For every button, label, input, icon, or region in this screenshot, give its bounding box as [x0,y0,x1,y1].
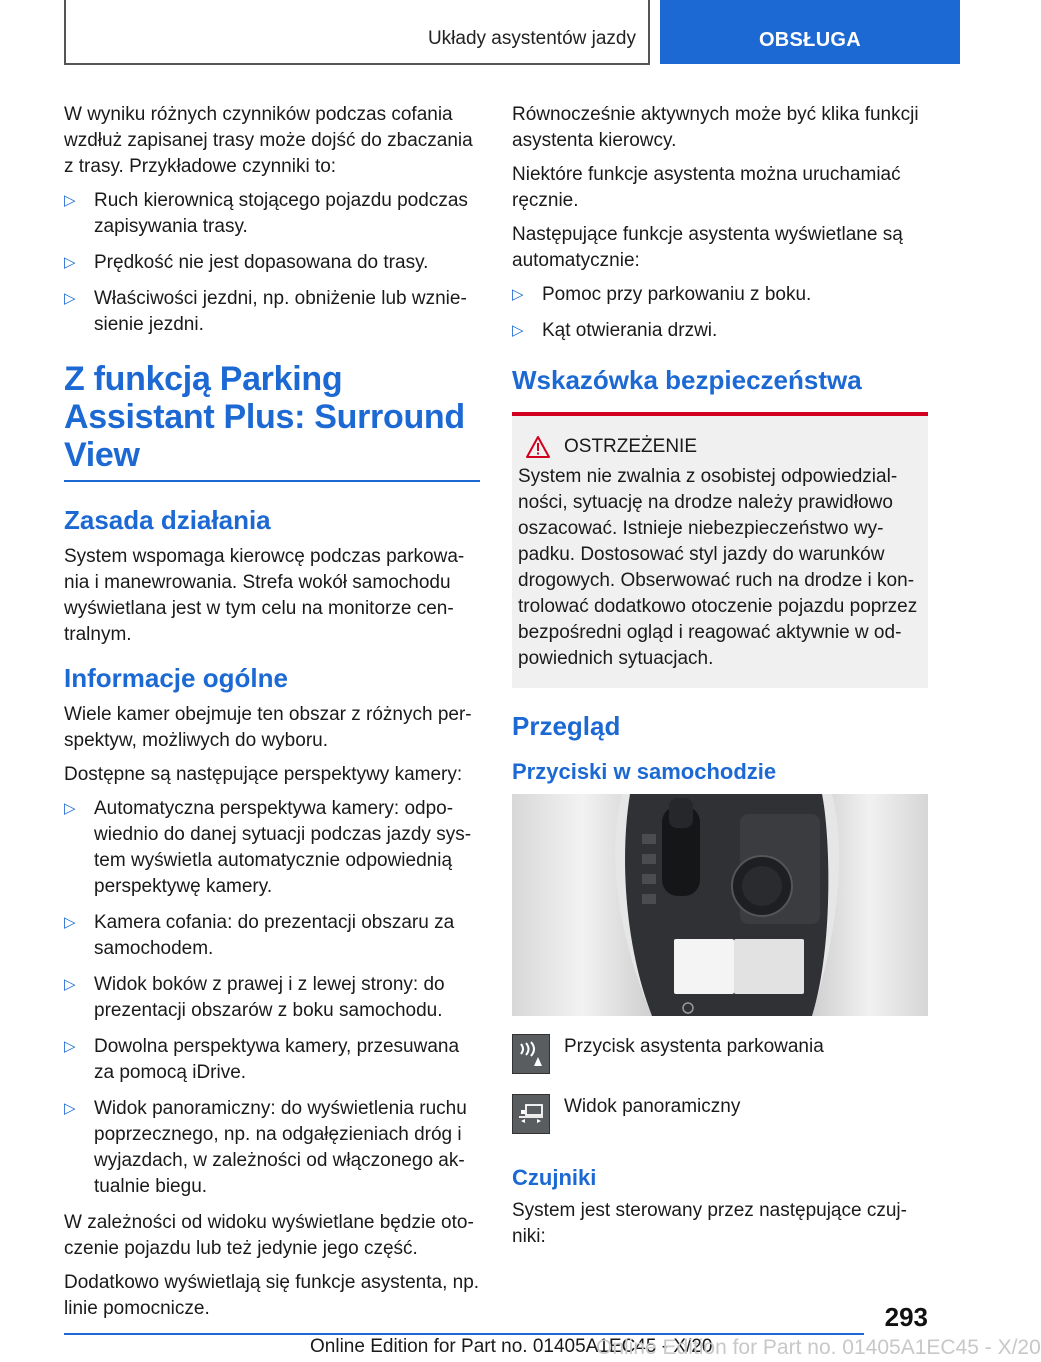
triangle-bullet-icon: ▷ [64,1100,76,1117]
info-paragraph: Wiele kamer obejmuje ten obszar z różnych perspektyw, możliwych do wyboru. [64,704,472,751]
center-console-illustration [512,794,928,1016]
header-bottom-rule [64,63,650,65]
subheading-przeglad: Przegląd [512,711,621,741]
active-functions-paragraph: Równocześnie aktywnych może być klika funkcji asystenta kierowcy. [512,104,919,151]
footer-edition: Online Edition for Part no. 01405A1EC45 - X/20 [310,1336,713,1357]
list-item: ▷ Kąt otwierania drzwi. [512,318,928,344]
section-heading: Z funkcją Parking Assistant Plus: Surround View [64,360,480,482]
list-item: ▷ Widok boków z prawej i z lewej strony: do prezentacji obszarów z boku samochodu. [64,974,445,1021]
parking-assistant-button-row [512,1034,928,1074]
panorama-view-icon [512,1094,550,1134]
list-item: ▷ Kamera cofania: do prezentacji obszaru za samochodem. [64,912,455,959]
footer-rule [64,1333,864,1335]
parking-assistant-icon [512,1034,550,1074]
sensors-paragraph: System jest sterowany przez następujące czujniki: [512,1200,907,1247]
panorama-view-button-row [512,1094,928,1134]
perspectives-list [64,796,480,1200]
subheading-zasada: Zasada działania [64,505,271,535]
triangle-bullet-icon: ▷ [64,290,76,307]
warning-header [526,434,922,460]
triangle-bullet-icon: ▷ [64,976,76,993]
view-paragraph: W zależności od widoku wyświetlane będzie otoczenie pojazdu lub też jedynie jego część. [64,1212,474,1259]
subheading-buttons: Przyciski w samochodzie [512,759,777,784]
triangle-bullet-icon: ▷ [64,254,76,271]
list-item: ▷ Dowolna perspektywa kamery, przesuwana za pomocą iDrive. [64,1036,460,1083]
perspectives-intro: Dostępne są następujące perspektywy kamery: [64,764,463,785]
warning-triangle-icon [526,436,550,458]
list-item: ▷ Widok panoramiczny: do wyświetlenia ruchu poprzecznego, np. na odgałęzieniach dróg i wyjazdach, w zależności od włączonego aktualnie biegu. [64,1098,467,1197]
right-column [512,102,928,1258]
list-item: ▷ Pomoc przy parkowaniu z boku. [512,282,928,308]
header-chapter-tab[interactable]: OBSŁUGA [660,0,960,64]
header-left-rule [64,0,66,64]
warning-box [512,412,928,688]
list-item: ▷ Ruch kierownicą stojącego pojazdu podczas zapisywania trasy. [64,190,468,237]
page-number: 293 [884,1302,928,1332]
list-item: ▷ Właściwości jezdni, np. obniżenie lub wzniesienie jezdni. [64,288,467,335]
triangle-bullet-icon: ▷ [64,1038,76,1055]
list-item: ▷ Prędkość nie jest dopasowana do trasy. [64,250,480,276]
warning-title: OSTRZEŻENIE [564,436,698,457]
triangle-bullet-icon: ▷ [64,800,76,817]
subheading-informacje: Informacje ogólne [64,663,288,693]
header-right-rule [648,0,650,64]
manual-functions-paragraph: Niektóre funkcje asystenta można uruchamiać ręcznie. [512,164,901,211]
header-section-title: Układy asystentów jazdy [427,28,636,49]
subheading-safety: Wskazówka bezpieczeństwa [512,365,862,395]
panorama-view-label: Widok panoramiczny [564,1096,741,1117]
auto-functions-list [512,282,928,344]
assist-paragraph: Dodatkowo wyświetlają się funkcje asystenta, np. linie pomocnicze. [64,1272,480,1319]
center-console-photo [512,794,928,1016]
auto-functions-intro: Następujące funkcje asystenta wyświetlane są automatycznie: [512,224,903,271]
triangle-bullet-icon: ▷ [64,914,76,931]
intro-paragraph: W wyniku różnych czynników podczas cofania wzdłuż zapisanej trasy może dojść do zbaczania z trasy. Przykładowe czynniki to: [64,104,473,177]
left-column [64,102,480,1330]
triangle-bullet-icon: ▷ [512,286,524,303]
zasada-paragraph: System wspomaga kierowcę podczas parkowania i manewrowania. Strefa wokół samochodu wyświetlana jest w tym celu na monitorze centralnym. [64,546,465,645]
parking-assistant-label: Przycisk asystenta parkowania [564,1036,824,1057]
list-item: ▷ Automatyczna perspektywa kamery: odpowiednio do danej sytuacji podczas jazdy system wyświetla automatycznie odpowiednią perspektywę kamery. [64,798,472,897]
triangle-bullet-icon: ▷ [512,322,524,339]
triangle-bullet-icon: ▷ [64,192,76,209]
subheading-sensors: Czujniki [512,1165,597,1190]
warning-text: System nie zwalnia z osobistej odpowiedzialności, sytuację na drodze należy prawidłowo oszacować. Istnieje niebezpieczeństwo wypadku. Dostosować styl jazdy do warunków drogowych. Obserwować ruch na drodze i kontrolować dodatkowo otoczenie pojazdu poprzez bezpośredni ogląd i reagować aktywnie w odpowiednich sytuacjach. [518,466,918,669]
factors-list [64,188,480,338]
footer-watermark: Online Edition for Part no. 01405A1EC45 - X/20 [596,1336,1041,1359]
